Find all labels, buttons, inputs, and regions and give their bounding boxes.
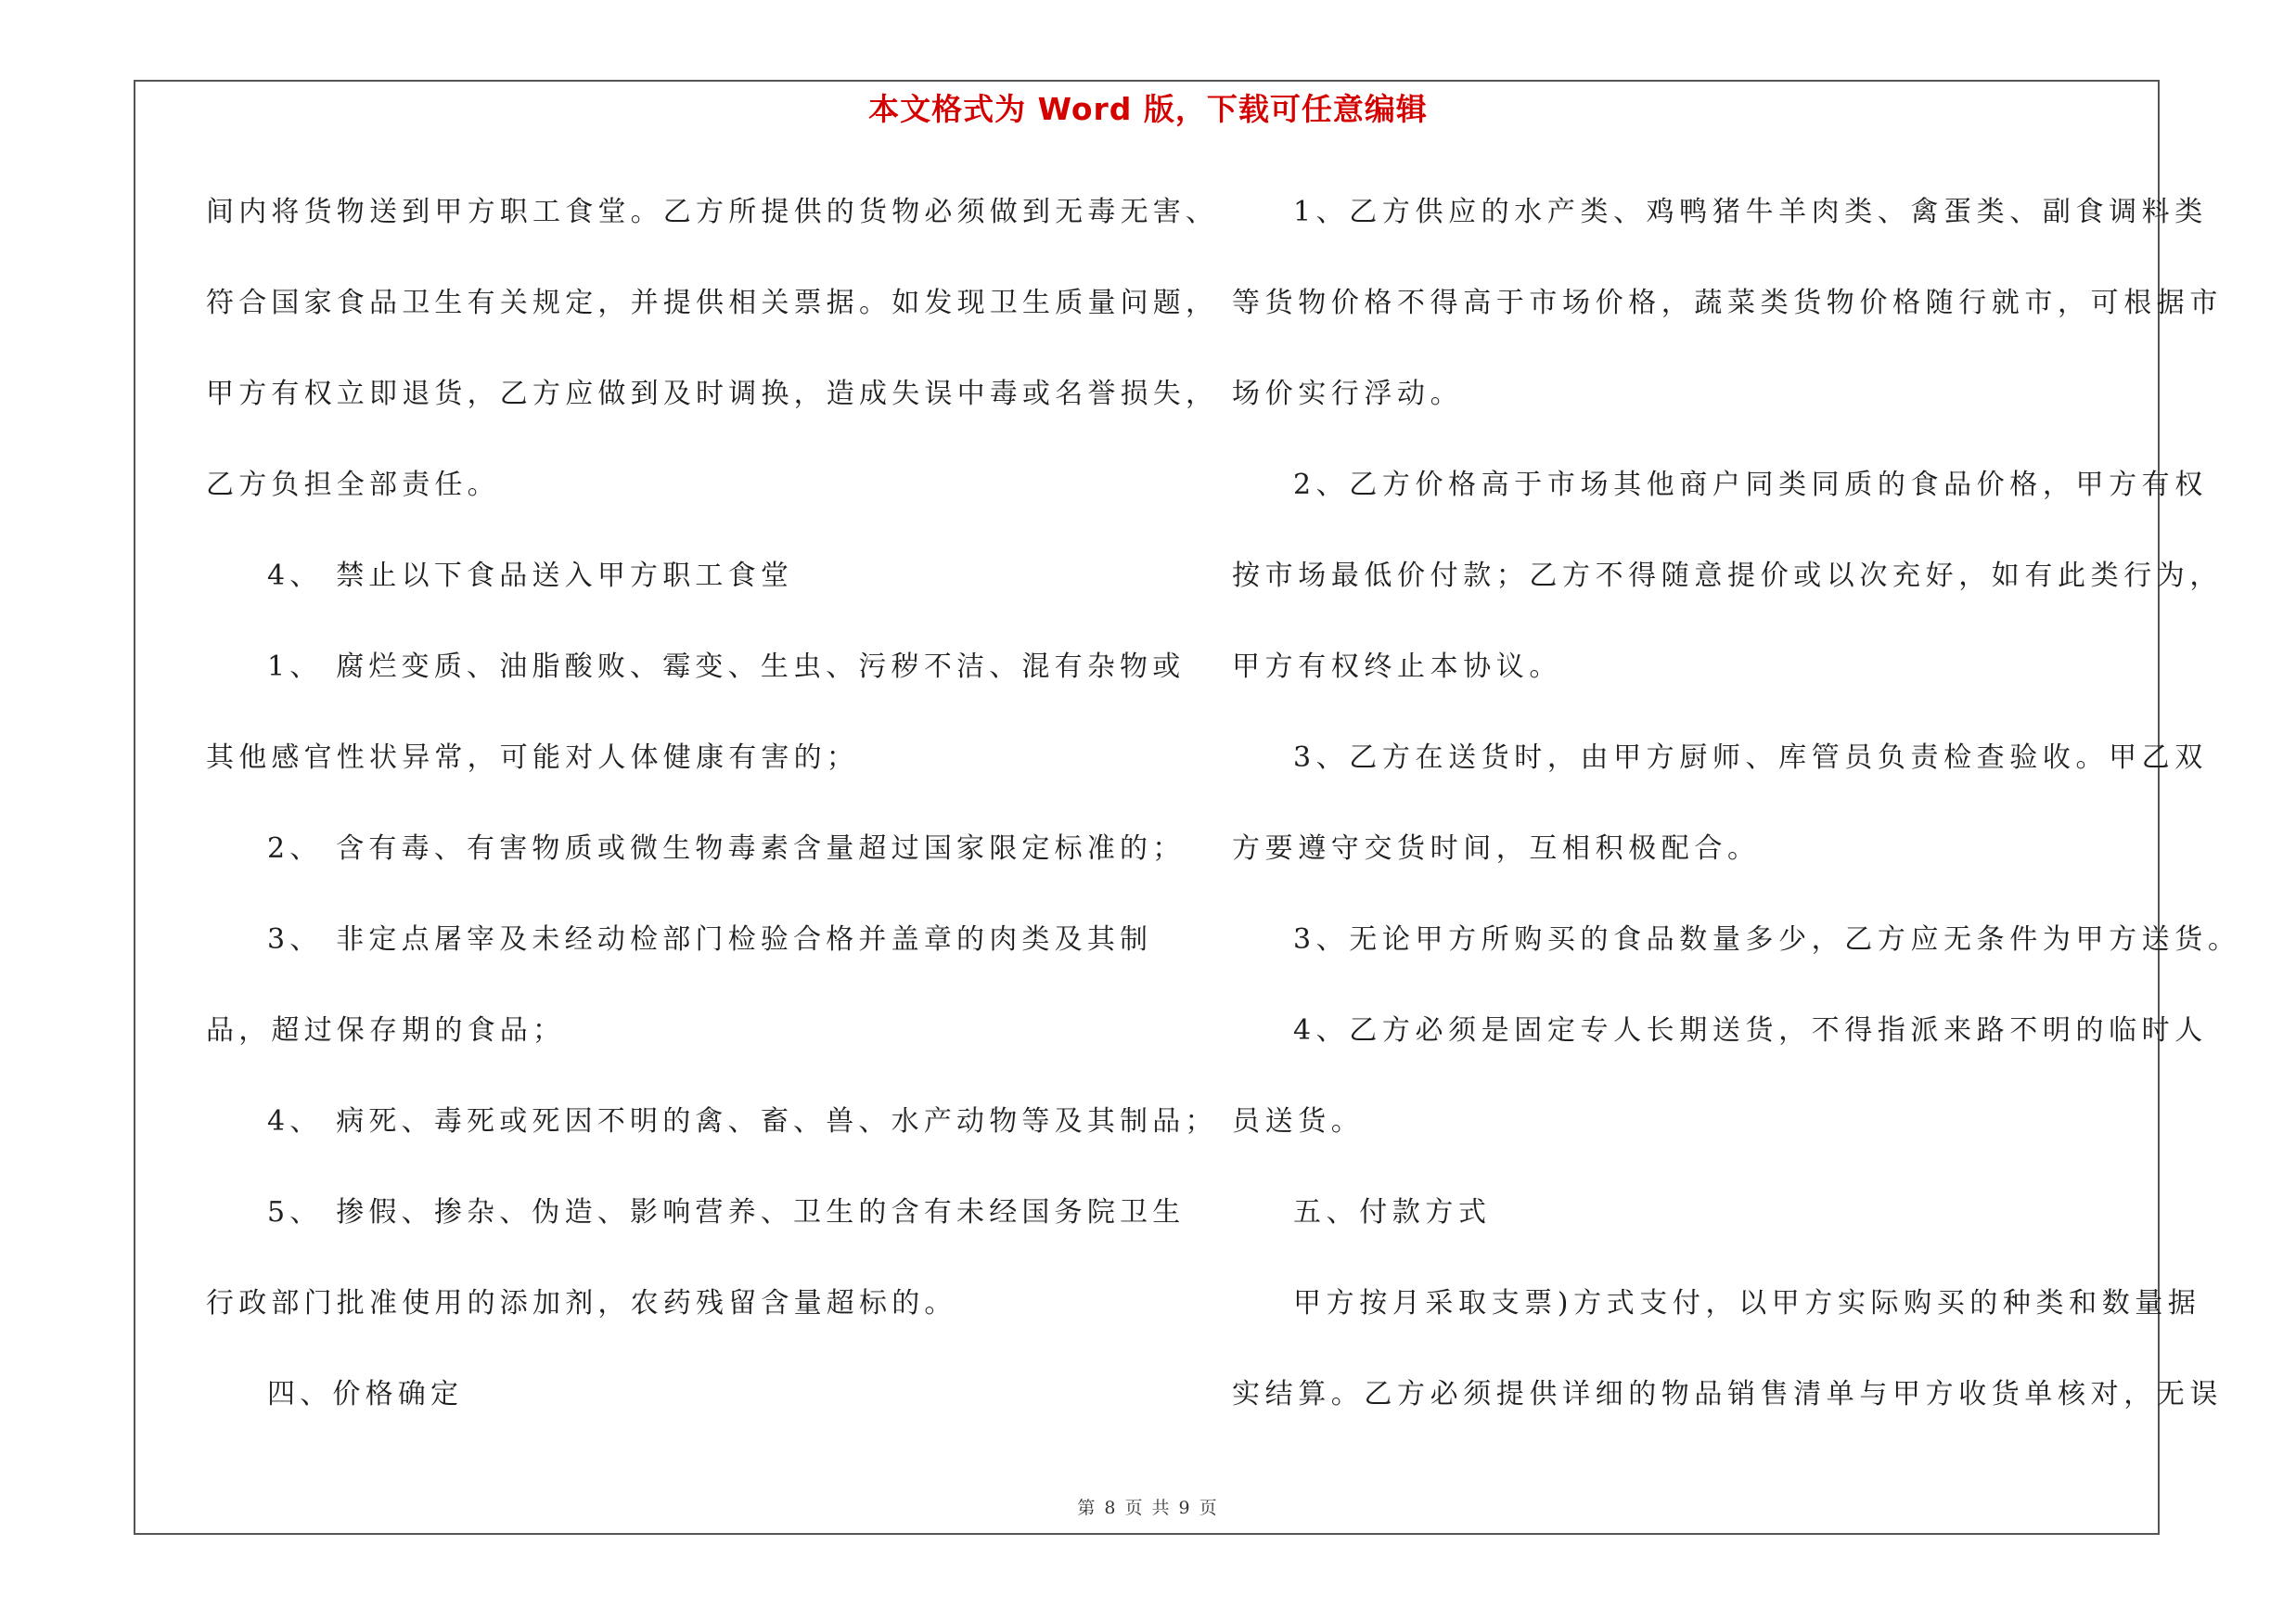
paragraph-line: 乙方负担全部责任。 bbox=[206, 469, 500, 501]
paragraph-line: 符合国家食品卫生有关规定，并提供相关票据。如发现卫生质量问题， bbox=[206, 287, 1219, 319]
list-item: 2、乙方价格高于市场其他商户同类同质的食品价格，甲方有权 bbox=[1293, 469, 2208, 501]
paragraph-line: 场价实行浮动。 bbox=[1232, 378, 1464, 410]
paragraph-line: 员送货。 bbox=[1232, 1105, 1365, 1138]
list-item: 1、乙方供应的水产类、鸡鸭猪牛羊肉类、禽蛋类、副食调料类 bbox=[1293, 196, 2208, 228]
paragraph-line: 按市场最低价付款；乙方不得随意提价或以次充好，如有此类行为， bbox=[1232, 560, 2223, 592]
right-column bbox=[1232, 186, 2241, 1459]
paragraph-line: 甲方有权终止本协议。 bbox=[1232, 650, 1562, 683]
section-heading: 五、付款方式 bbox=[1293, 1196, 1492, 1229]
list-item: 3、无论甲方所购买的食品数量多少，乙方应无条件为甲方送货。 bbox=[1293, 923, 2241, 956]
paragraph-line: 间内将货物送到甲方职工食堂。乙方所提供的货物必须做到无毒无害、 bbox=[206, 196, 1219, 228]
list-item: 1、 腐烂变质、油脂酸败、霉变、生虫、污秽不洁、混有杂物或 bbox=[267, 650, 1186, 683]
paragraph-line: 甲方按月采取支票)方式支付，以甲方实际购买的种类和数量据 bbox=[1293, 1287, 2201, 1320]
paragraph-line: 行政部门批准使用的添加剂，农药残留含量超标的。 bbox=[206, 1287, 957, 1320]
paragraph-line: 其他感官性状异常，可能对人体健康有害的； bbox=[206, 741, 859, 774]
section-item: 4、 禁止以下食品送入甲方职工食堂 bbox=[267, 560, 794, 592]
list-item: 3、 非定点屠宰及未经动检部门检验合格并盖章的肉类及其制 bbox=[267, 923, 1153, 956]
list-item: 5、 掺假、掺杂、伪造、影响营养、卫生的含有未经国务院卫生 bbox=[267, 1196, 1186, 1229]
paragraph-line: 方要遵守交货时间，互相积极配合。 bbox=[1232, 832, 1761, 865]
left-column bbox=[206, 186, 1219, 1459]
section-heading: 四、价格确定 bbox=[267, 1378, 464, 1410]
paragraph-line: 品，超过保存期的食品； bbox=[206, 1014, 566, 1047]
list-item: 4、乙方必须是固定专人长期送货，不得指派来路不明的临时人 bbox=[1293, 1014, 2208, 1047]
list-item: 3、乙方在送货时，由甲方厨师、库管员负责检查验收。甲乙双 bbox=[1293, 741, 2208, 774]
paragraph-line: 实结算。乙方必须提供详细的物品销售清单与甲方收货单核对，无误 bbox=[1232, 1378, 2223, 1410]
page-number: 第 8 页 共 9 页 bbox=[1077, 1498, 1219, 1518]
paragraph-line: 等货物价格不得高于市场价格，蔬菜类货物价格随行就市，可根据市 bbox=[1232, 287, 2223, 319]
watermark-banner: 本文格式为 Word 版，下载可任意编辑 bbox=[868, 91, 1428, 127]
list-item: 2、 含有毒、有害物质或微生物毒素含量超过国家限定标准的； bbox=[267, 832, 1186, 865]
paragraph-line: 甲方有权立即退货，乙方应做到及时调换，造成失误中毒或名誉损失， bbox=[206, 378, 1219, 410]
list-item: 4、 病死、毒死或死因不明的禽、畜、兽、水产动物等及其制品； bbox=[267, 1105, 1218, 1138]
